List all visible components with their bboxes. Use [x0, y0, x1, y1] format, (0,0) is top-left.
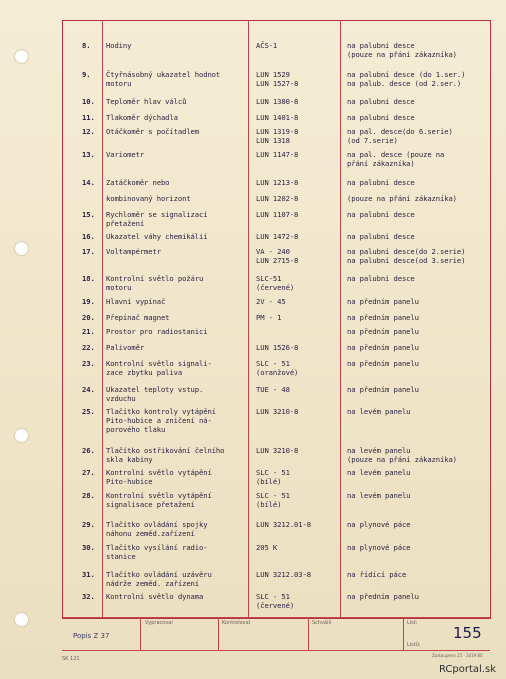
punch-hole — [14, 49, 29, 64]
instrument-code: 2V - 45 — [256, 297, 286, 306]
page-number: 155 — [453, 624, 482, 642]
instrument-location: na palubní desce — [347, 97, 415, 106]
instrument-location: na levém panelu — [347, 407, 411, 416]
row-number: 22. — [82, 343, 95, 352]
instrument-code: SLC - 51 (bílé) — [256, 491, 290, 510]
instrument-name: Variometr — [106, 150, 145, 159]
row-number: 25. — [82, 407, 95, 416]
instrument-location: na předním panelu — [347, 343, 419, 352]
instrument-name: Ukazatel váhy chemikálií — [106, 232, 208, 241]
instrument-location: na palubní desce — [347, 274, 415, 283]
row-number: 21. — [82, 327, 95, 336]
instrument-code: 205 K — [256, 543, 278, 552]
row-number: 14. — [82, 178, 95, 187]
instrument-code: LUN 3210-8 — [256, 407, 299, 416]
instrument-name: Palivoměr — [106, 343, 145, 352]
instrument-location: na palubní desce(do 2.serie) na palubní desce(od 3.serie) — [347, 247, 466, 266]
instrument-name: Kontrolní světlo vytápění Pito-hubice — [106, 468, 212, 487]
sheets-label: Listů: — [407, 642, 421, 648]
checked-label: Kontroloval — [222, 620, 251, 626]
row-number: 11. — [82, 113, 95, 122]
footer-divider — [140, 617, 141, 650]
instrument-code: SLC - 51 (oranžové) — [256, 359, 299, 378]
instrument-code: SLC - 51 (bílé) — [256, 468, 290, 487]
row-number: 27. — [82, 468, 95, 477]
punch-hole — [14, 241, 29, 256]
watermark: RCportal.sk — [438, 664, 496, 675]
approved-label: Schválil — [312, 620, 332, 626]
instrument-name: kombinovaný horizont — [106, 194, 191, 203]
row-number: 9. — [82, 70, 91, 79]
instrument-code: LUN 3210-8 — [256, 446, 299, 455]
instrument-location: na předním panelu — [347, 313, 419, 322]
row-number: 24. — [82, 385, 95, 394]
instrument-location: (pouze na přání zákazníka) — [347, 194, 457, 203]
row-number: 15. — [82, 210, 95, 219]
instrument-code: LUN 1526-8 — [256, 343, 299, 352]
instrument-location: na pal. desce (pouze na přání zákazníka) — [347, 150, 445, 169]
instrument-location: na plynové páce — [347, 520, 411, 529]
row-number: 18. — [82, 274, 95, 283]
instrument-location: na předním panelu — [347, 359, 419, 368]
form-label: Popis Z 37 — [73, 632, 110, 640]
instrument-name: Tlačítko kontroly vytápění Pito-hubice a zničení ná- porového tlaku — [106, 407, 216, 435]
prepared-label: Vypracoval — [145, 620, 173, 626]
instrument-location: na plynové páce — [347, 543, 411, 552]
instrument-location: na palubní desce — [347, 178, 415, 187]
instrument-name: Ukazatel teploty vstup. vzduchu — [106, 385, 204, 404]
column-divider — [102, 20, 103, 617]
row-number: 28. — [82, 491, 95, 500]
instrument-code: LUN 3212.03-8 — [256, 570, 311, 579]
instrument-code: VA - 240 LUN 2715-8 — [256, 247, 299, 266]
instrument-location: na levém panelu (pouze na přání zákazníka) — [347, 446, 457, 465]
instrument-code: LUN 1472-8 — [256, 232, 299, 241]
row-number: 23. — [82, 359, 95, 368]
footer-small-left: SK 121 — [62, 656, 80, 662]
row-number: 30. — [82, 543, 95, 552]
instrument-code: PM - 1 — [256, 313, 282, 322]
footer-divider — [218, 617, 219, 650]
instrument-location: na levém panelu — [347, 468, 411, 477]
instrument-name: Rychloměr se signalizací přetažení — [106, 210, 208, 229]
instrument-name: Kontrolní světlo dynama — [106, 592, 204, 601]
row-number: 13. — [82, 150, 95, 159]
column-divider — [340, 20, 341, 617]
row-number: 16. — [82, 232, 95, 241]
instrument-location: na palubní desce — [347, 113, 415, 122]
instrument-name: Prostor pro radiostanici — [106, 327, 208, 336]
instrument-name: Zatáčkoměr nebo — [106, 178, 170, 187]
instrument-location: na palubní desce (pouze na přání zákazníka) — [347, 41, 457, 60]
punch-hole — [14, 428, 29, 443]
instrument-location: na palubní desce (do 1.ser.) na palub. desce (od 2.ser.) — [347, 70, 466, 89]
sheet-label: List: — [407, 620, 418, 626]
instrument-code: LUN 1213-8 — [256, 178, 299, 187]
instrument-name: Teploměr hlav válců — [106, 97, 187, 106]
instrument-location: na předním panelu — [347, 385, 419, 394]
footer-small-right: Zastoupeno 25 · 2019 80 — [432, 653, 483, 658]
row-number: 8. — [82, 41, 91, 50]
footer-divider — [403, 617, 404, 650]
row-number: 29. — [82, 520, 95, 529]
row-number: 19. — [82, 297, 95, 306]
row-number: 26. — [82, 446, 95, 455]
instrument-location: na předním panelu — [347, 592, 419, 601]
instrument-location: na předním panelu — [347, 297, 419, 306]
instrument-location: na předním panelu — [347, 327, 419, 336]
instrument-code: SLC-51 (červené) — [256, 274, 295, 293]
row-number: 12. — [82, 127, 95, 136]
instrument-code: LUN 1529 LUN 1527-8 — [256, 70, 299, 89]
instrument-name: Hlavní vypínač — [106, 297, 166, 306]
footer-divider — [62, 617, 490, 618]
instrument-name: Kontrolní světlo signali- zace zbytku paliva — [106, 359, 212, 378]
instrument-name: Tlačítko ostřikování čelního skla kabiny — [106, 446, 225, 465]
instrument-code: LUN 1380-8 — [256, 97, 299, 106]
instrument-location: na palubní desce — [347, 210, 415, 219]
row-number: 20. — [82, 313, 95, 322]
instrument-code: LUN 1202-8 — [256, 194, 299, 203]
instrument-location: na levém panelu — [347, 491, 411, 500]
instrument-location: na řídící páce — [347, 570, 407, 579]
instrument-name: Tlačítko vysílání radio- stanice — [106, 543, 208, 562]
instrument-name: Hodiny — [106, 41, 132, 50]
column-divider — [248, 20, 249, 617]
row-number: 17. — [82, 247, 95, 256]
row-number: 10. — [82, 97, 95, 106]
instrument-code: LUN 1401-8 — [256, 113, 299, 122]
instrument-name: Kontrolní světlo vytápění signalisace přetažení — [106, 491, 212, 510]
instrument-name: Tlačítko ovládání uzávěru nádrže zeměd. zařízení — [106, 570, 212, 589]
instrument-code: SLC - 51 (červené) — [256, 592, 295, 611]
punch-hole — [14, 612, 29, 627]
instrument-code: LUN 1147-8 — [256, 150, 299, 159]
row-number: 31. — [82, 570, 95, 579]
instrument-name: Kontrolní světlo požáru motoru — [106, 274, 204, 293]
footer-divider — [308, 617, 309, 650]
instrument-location: na pal. desce(do 6.serie) (od 7.serie) — [347, 127, 453, 146]
instrument-code: TUE - 48 — [256, 385, 290, 394]
instrument-code: LUN 1319-8 LUN 1318 — [256, 127, 299, 146]
instrument-name: Tlakoměr dýchadla — [106, 113, 178, 122]
instrument-name: Čtyřnásobný ukazatel hodnot motoru — [106, 70, 221, 89]
footer-divider — [62, 650, 490, 651]
instrument-code: LUN 1107-8 — [256, 210, 299, 219]
instrument-code: AČS-1 — [256, 41, 278, 50]
instrument-name: Otáčkoměr s počítadlem — [106, 127, 199, 136]
instrument-name: Voltampérmetr — [106, 247, 161, 256]
instrument-code: LUN 3212.01-8 — [256, 520, 311, 529]
instrument-name: Přepínač magnet — [106, 313, 170, 322]
instrument-name: Tlačítko ovládání spojky náhonu zeměd.zařízení — [106, 520, 208, 539]
instrument-location: na palubní desce — [347, 232, 415, 241]
row-number: 32. — [82, 592, 95, 601]
